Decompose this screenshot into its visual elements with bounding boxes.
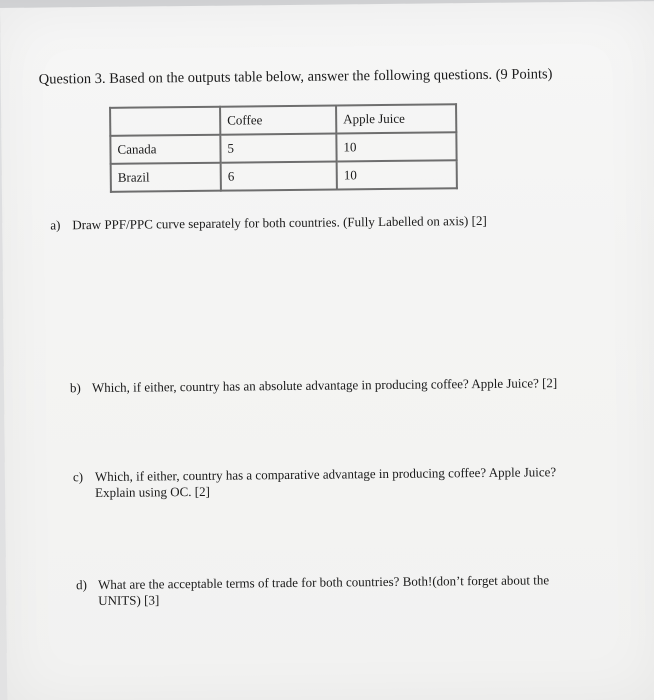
question-d-line-1: What are the acceptable terms of trade for both countries? Both!(don’t forget about the [97,572,550,593]
question-d-label: d) [75,577,87,593]
table-cell-country: Canada [110,135,220,164]
question-a-label: a) [50,217,61,233]
table-header-apple-juice: Apple Juice [336,104,456,133]
table-cell-coffee: 6 [221,161,337,190]
table-row [110,132,456,164]
question-c-line-2: Explain using OC. [2] [95,483,210,501]
question-c-label: c) [72,469,84,485]
table-cell-country: Brazil [111,163,221,192]
question-b-text: Which, if either, country has an absolute advantage in producing coffee? Apple Juice? [2] [91,375,558,396]
question-d-line-2: UNITS) [3] [98,592,160,609]
question-c [73,464,557,501]
question-heading: Question 3. Based on the outputs table below, answer the following questions. (9 Points) [38,66,553,88]
outputs-table [109,103,458,193]
question-a-text: Draw PPF/PPC curve separately for both countries. (Fully Labelled on axis) [2] [72,212,487,233]
table-header-row [110,104,456,136]
question-a [50,213,487,234]
question-d [76,572,549,609]
worksheet-page [0,1,654,700]
question-b-label: b) [69,380,81,396]
table-cell-coffee: 5 [220,133,336,162]
table-header-coffee: Coffee [220,105,336,134]
question-b [70,375,557,396]
table-row [111,160,457,192]
table-cell-apple-juice: 10 [337,160,457,189]
question-c-text [95,464,557,501]
table-header-empty [110,107,220,136]
question-c-line-1: Which, if either, country has a comparative advantage in producing coffee? Apple Juice? [94,464,557,485]
table-cell-apple-juice: 10 [336,132,456,161]
question-d-text [98,572,549,609]
